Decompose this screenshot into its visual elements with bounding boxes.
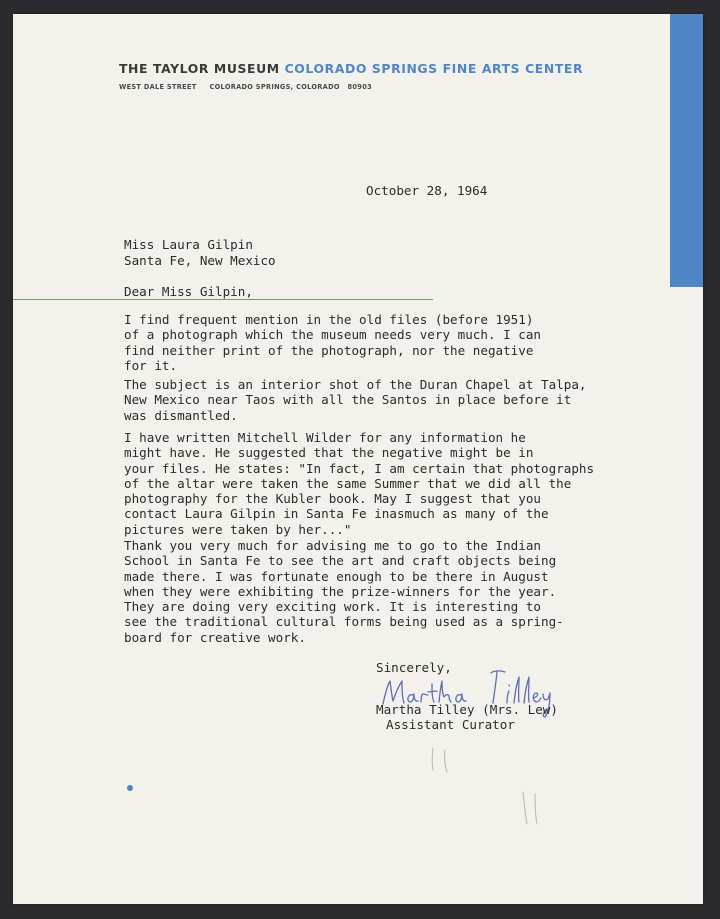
- recipient-name: Miss Laura Gilpin: [124, 237, 253, 252]
- letter-page: [13, 14, 703, 904]
- text-line: The subject is an interior shot of the Duran Chapel at Talpa,: [124, 377, 587, 392]
- letterhead-address: WEST DALE STREET COLORADO SPRINGS, COLORADO 80903: [119, 83, 372, 91]
- text-line: of the altar were taken the same Summer that we did all the: [124, 475, 572, 491]
- text-line: photography for the Kubler book. May I suggest that you: [124, 491, 542, 507]
- pencil-marks: [423, 742, 563, 832]
- text-line: might have. He suggested that the negative might be in: [124, 445, 534, 461]
- paragraph-1: [124, 312, 541, 373]
- blue-dot-mark: [127, 785, 133, 791]
- closing: Sincerely,: [376, 660, 452, 675]
- text-line: when they were exhibiting the prize-winners for the year.: [124, 583, 557, 599]
- text-line: I find frequent mention in the old files (before 1951): [124, 312, 534, 327]
- text-line: contact Laura Gilpin in Santa Fe inasmuch as many of the: [124, 506, 549, 522]
- text-line: board for creative work.: [124, 629, 306, 645]
- text-line: find neither print of the photograph, nor the negative: [124, 342, 534, 358]
- paragraph-4: [124, 538, 564, 645]
- text-line: of a photograph which the museum needs very much. I can: [124, 327, 542, 343]
- text-line: was dismantled.: [124, 407, 238, 423]
- text-line: your files. He states: "In fact, I am certain that photographs: [124, 460, 595, 476]
- signer-title: Assistant Curator: [386, 717, 515, 732]
- text-line: made there. I was fortunate enough to be there in August: [124, 568, 549, 584]
- text-line: pictures were taken by her...": [124, 521, 352, 537]
- fold-line: [13, 299, 433, 300]
- fine-arts-center-name: COLORADO SPRINGS FINE ARTS CENTER: [284, 61, 584, 76]
- text-line: Thank you very much for advising me to go to the Indian: [124, 538, 542, 553]
- recipient-location: Santa Fe, New Mexico: [124, 252, 276, 268]
- letterhead-color-bar: [670, 14, 703, 287]
- paragraph-3: [124, 430, 594, 537]
- museum-name: THE TAYLOR MUSEUM: [119, 61, 280, 76]
- paragraph-2: [124, 377, 587, 423]
- salutation: Dear Miss Gilpin,: [124, 284, 253, 299]
- text-line: I have written Mitchell Wilder for any information he: [124, 430, 526, 445]
- letter-date: October 28, 1964: [366, 183, 488, 198]
- signer-name: Martha Tilley (Mrs. Lew): [376, 702, 558, 717]
- letterhead-title: [119, 61, 583, 76]
- text-line: New Mexico near Taos with all the Santos in place before it: [124, 392, 572, 408]
- recipient-address: [124, 237, 276, 268]
- text-line: for it.: [124, 357, 178, 373]
- text-line: see the traditional cultural forms being used as a spring-: [124, 614, 564, 630]
- text-line: School in Santa Fe to see the art and craft objects being: [124, 553, 557, 569]
- text-line: They are doing very exciting work. It is interesting to: [124, 599, 542, 615]
